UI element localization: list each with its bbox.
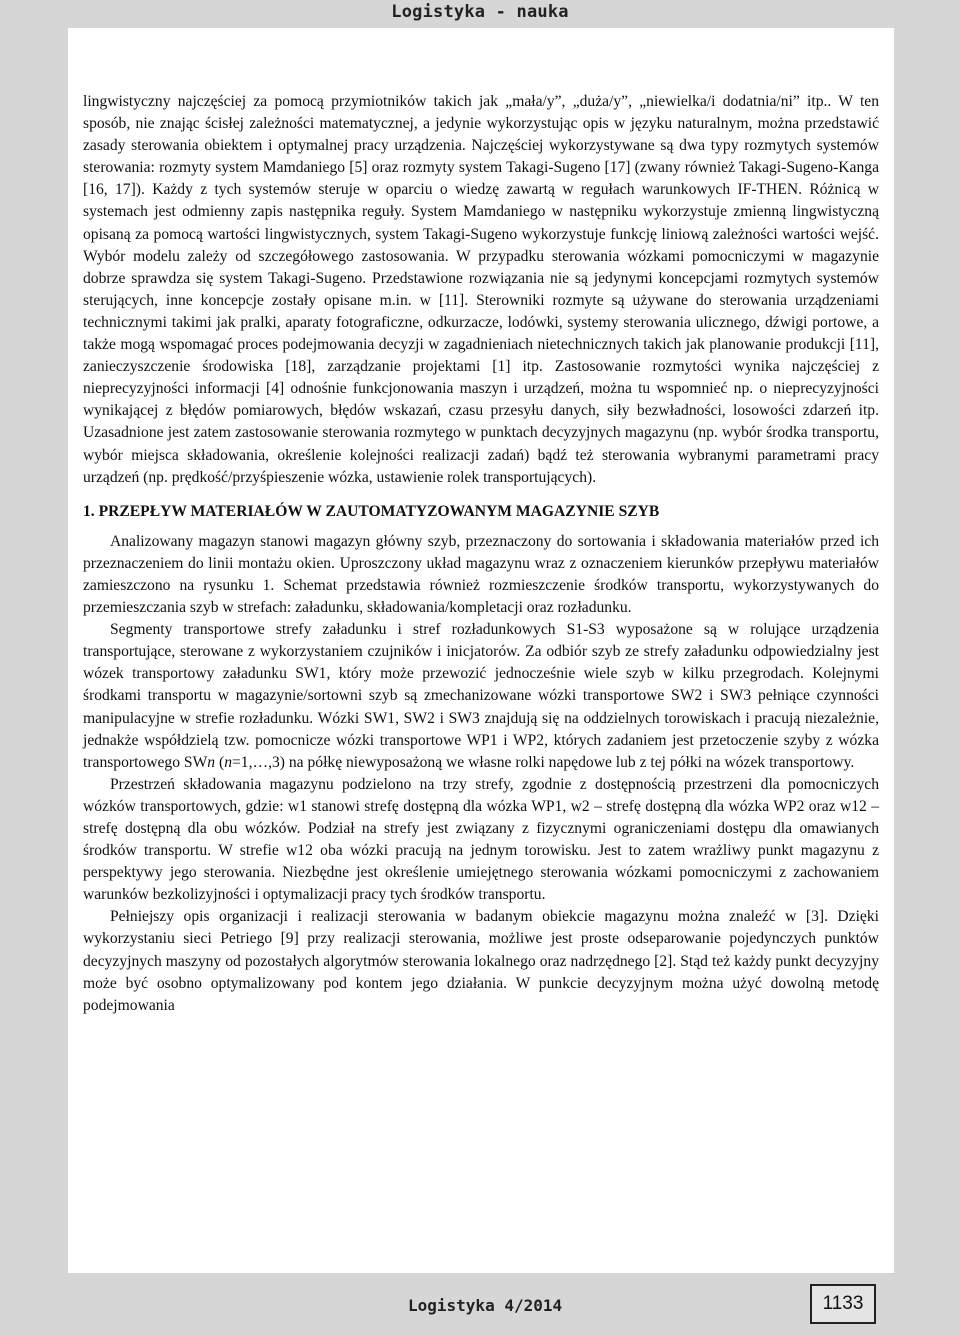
footer-journal-issue: Logistyka 4/2014 [408,1296,563,1315]
paragraph-4: Pełniejszy opis organizacji i realizacji sterowania w badanym obiekcie magazynu można znaleźć w [3]. Dzięki wykorzystaniu sieci Petriego [9] przy realizacji sterowania, możliwe jest proste odseparowanie pojedynczych punktów decyzyjnych maszyny od pozostałych algorytmów sterowania lokalnego oraz nadrzędnego [2]. Stąd też każdy punkt decyzyjny może być osobno optymalizowany pod kontem jego działania. W punkcie decyzyjnym można użyć dowolną metodę podejmowania [83,908,879,1014]
paragraph-1: Analizowany magazyn stanowi magazyn główny szyb, przeznaczony do sortowania i składowania materiałów przed ich przeznaczeniem do linii montażu okien. Uproszczony układ magazynu wraz z oznaczeniem kierunków przepływu materiałów zamieszczono na rysunku 1. Schemat przedstawia również rozmieszczenie środków transportu, wykorzystywanych do przemieszczania szyb w strefach: załadunku, składowania/kompletacji oraz rozładunku. [83,532,879,617]
paragraph-2-part-c: =1,…,3) na półkę niewyposażoną we własne rolki napędowe lub z tej półki na wózek transportowy. [231,753,855,771]
header-bar [0,0,960,28]
paragraph-2-part-b: ( [215,753,225,771]
page-sheet [68,28,894,1273]
paragraph-2-italic-n2: n [224,753,232,771]
paragraph-2 [83,619,879,774]
paragraph-2-italic-n: n [207,753,216,771]
continuation-paragraph: lingwistyczny najczęściej za pomocą przymiotników takich jak „mała/y”, „duża/y”, „niewielka/i dodatnia/ni” itp.. W ten sposób, nie znając ścisłej zależności matematycznej, a jedynie wykorzystując opis w języku naturalnym, można przedstawić zasady sterowania obiektem i optymalnej pracy urządzenia. Najczęściej wykorzystywane są dwa typy rozmytych systemów sterowania: rozmyty system Mamdaniego [5] oraz rozmyty system Takagi-Sugeno [17] (zwany również Takagi-Sugeno-Kanga [16, 17]). Każdy z tych systemów steruje w oparciu o wiedzę zawartą w regułach warunkowych IF-THEN. Różnicą w systemach jest odmienny zapis następnika reguły. System Mamdaniego w następniku wykorzystuje zmienną lingwistyczną opisaną za pomocą wartości lingwistycznych, system Takagi-Sugeno wykorzystuje funkcję liniową zależności wartości wejść. Wybór modelu zależy od szczegółowego zastosowania. W przypadku sterowania wózkami pomocniczymi w magazynie dobrze sprawdza się system Takagi-Sugeno. Przedstawione rozwiązania nie są jedynymi koncepcjami rozmytych systemów sterujących, inne koncepcje zostały opisane m.in. w [11]. Sterowniki rozmyte są używane do sterowania urządzeniami technicznymi takimi jak pralki, aparaty fotograficzne, odkurzacze, lodówki, systemy sterowania ulicznego, dźwigi portowe, a także mogą wspomagać proces podejmowania decyzji w zagadnieniach nietechnicznych takich jak planowanie produkcji [11], zanieczyszczenie środowiska [18], zarządzanie projektami [1] itp. Zastosowanie rozmytości wynika najczęściej z nieprecyzyjności informacji [4] odnośnie funkcjonowania maszyn i urządzeń, można tu wspomnieć np. o nieprecyzyjności wynikającej z błędów pomiarowych, błędów wskazań, czasu przesyłu danych, siły bezwładności, losowości zdarzeń itp. Uzasadnione jest zatem zastosowanie sterowania rozmytego w punktach decyzyjnych magazynu (np. wybór środka transportu, wybór miejsca składowania, określenie kolejności realizacji zadań) bądź też sterowania wybranymi parametrami pracy urządzeń (np. prędkość/przyśpieszenie wózka, ustawienie rolek transportujących). [83,93,879,486]
paragraph-2-part-a: Segmenty transportowe strefy załadunku i stref rozładunkowych S1-S3 wyposażone są w rolujące urządzenia transportujące, sterowane z wykorzystaniem czujników i inicjatorów. Za odbiór szyb ze strefy załadunku odpowiedzialny jest wózek transportowy załadunku SW1, który może przewozić jednocześnie wiele szyb w kilku przegrodach. Kolejnymi środkami transportu w magazynie/sortowni szyb są zmechanizowane wózki transportowe SW2 i SW3 pełniące czynności manipulacyjne w strefie rozładunku. Wózki SW1, SW2 i SW3 znajdują się na oddzielnych torowiskach i pracują niezależnie, jednakże współdzielą tzw. pomocnicze wózki transportowe WP1 i WP2, których zadaniem jest przetoczenie szyby z wózka transportowego SW [83,621,879,771]
article-body [83,91,879,1017]
paragraph-3: Przestrzeń składowania magazynu podzielono na trzy strefy, zgodnie z dostępnością przestrzeni dla pomocniczych wózków transportowych, gdzie: w1 stanowi strefę dostępną dla wózka WP1, w2 – strefę dostępną dla wózka WP2 oraz w12 – strefę dostępną dla obu wózków. Podział na strefy jest związany z fizycznymi ograniczeniami dostępu dla omawianych środków transportu. W strefie w12 oba wózki pracują na jednym torowisku. Jest to zatem wrażliwy punkt magazynu z perspektywy jego sterowania. Niezbędne jest określenie umiejętnego sterowania wózkami pomocniczymi z zachowaniem warunków bezkolizyjności i optymalizacji pracy tych środków transportu. [83,775,879,904]
journal-title: Logistyka - nauka [391,2,569,22]
page-number: 1133 [810,1284,876,1324]
section-heading: 1. PRZEPŁYW MATERIAŁÓW W ZAUTOMATYZOWANYM MAGAZYNIE SZYB [83,502,660,520]
